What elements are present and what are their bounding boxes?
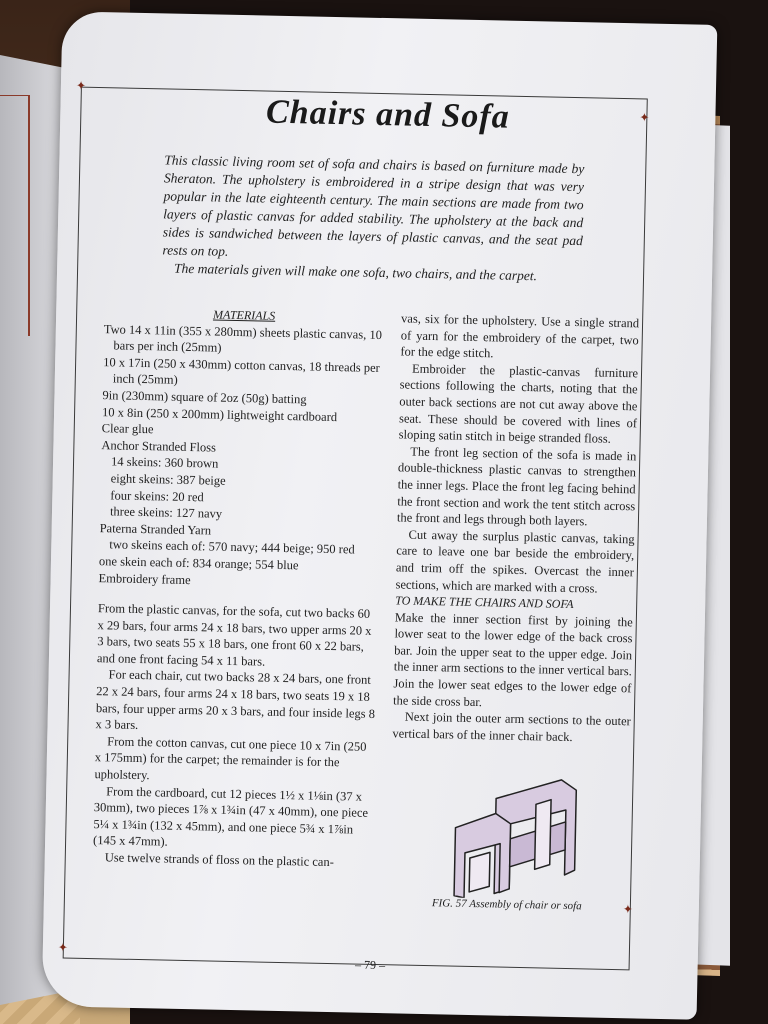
material-item: 14 skeins: 360 brown <box>110 454 219 471</box>
corner-ornament-icon: ✦ <box>75 78 87 93</box>
body-paragraph: Cut away the surplus plastic canvas, taking care to leave one bar beside the embroidery, and trim off the spikes. Overcast the inner sections, which are marked with a cross. <box>395 527 635 596</box>
material-item: 9in (230mm) square of 2oz (50g) batting <box>102 388 307 407</box>
material-item: four skeins: 20 red <box>110 487 204 504</box>
intro-text <box>162 151 585 286</box>
material-item: Embroidery frame <box>98 570 191 587</box>
chair-slat <box>535 799 551 869</box>
figure-caption: FIG. 57 Assembly of chair or sofa <box>431 897 582 913</box>
body-paragraph: From the plastic canvas, for the sofa, cut two backs 60 x 29 bars, four arms 24 x 18 bars, two upper arms 20 x 3 bars, two seats 55 x 18 bars, one front 60 x 22 bars, and one front facing 54 x 11 bars. <box>96 601 372 669</box>
body-paragraph: Embroider the plastic-canvas furniture sections following the charts, noting that the outer back sections are not cut away above the seat. These should be covered with lines of sloping satin stitch in beige stranded floss. <box>398 361 639 446</box>
material-item: Anchor Stranded Floss <box>101 437 217 455</box>
material-item: two skeins each of: 570 navy; 444 beige; 950 red <box>109 537 355 557</box>
intro-paragraph: The materials given will make one sofa, two chairs, and the carpet. <box>173 260 538 284</box>
material-item: three skeins: 127 navy <box>109 504 223 521</box>
material-item: Two 14 x 11in (355 x 280mm) sheets plastic canvas, 10 bars per inch (25mm) <box>103 321 383 355</box>
left-page-frame <box>0 95 30 336</box>
material-item: eight skeins: 387 beige <box>110 471 226 488</box>
material-item: Clear glue <box>101 421 154 437</box>
page-title: Chairs and Sofa <box>265 93 511 136</box>
materials-heading: MATERIALS <box>212 307 276 323</box>
left-column <box>93 304 385 871</box>
material-item: Paterna Stranded Yarn <box>99 520 212 538</box>
corner-ornament-icon: ✦ <box>57 940 69 955</box>
chair-assembly-figure <box>449 768 592 901</box>
body-paragraph: From the cotton canvas, cut one piece 10 x 7in (250 x 175mm) for the carpet; the remainder is for the upholstery. <box>94 734 367 783</box>
body-paragraph: The front leg section of the sofa is made in double-thickness plastic canvas to strengthen the inner legs. Place the front leg facing behind the front section and work the tent stitch across the front and legs through both layers. <box>396 444 637 529</box>
page-number: – 79 – <box>354 957 386 973</box>
materials-list <box>98 321 383 592</box>
body-paragraph: From the cardboard, cut 12 pieces 1½ x 1⅛in (37 x 30mm), two pieces 1⅞ x 1¾in (47 x 40mm), one piece 5¼ x 1¾in (132 x 45mm), and one piece 5¾ x 1⅞in (145 x 47mm). <box>92 783 369 850</box>
chair-leg <box>469 852 490 892</box>
material-item: 10 x 17in (250 x 430mm) cotton canvas, 18 threads per inch (25mm) <box>103 354 380 388</box>
section-heading: TO MAKE THE CHAIRS AND SOFA <box>395 593 574 612</box>
body-paragraph: For each chair, cut two backs 28 x 24 bars, one front 22 x 24 bars, four arms 24 x 18 bars, two seats 19 x 18 bars, four upper arms 20 x 3 bars, and four inside legs 8 x 3 bars. <box>95 667 376 733</box>
right-column <box>392 310 639 746</box>
body-paragraph: Make the inner section first by joining the lower seat to the lower edge of the back cross bar. Join the upper seat to the upper edge. Join the inner arm sections to the inner vertical bars. Join the lower seat edges to the lower edge of the side cross bar. <box>392 610 633 709</box>
material-item: 10 x 8in (250 x 200mm) lightweight cardboard <box>101 404 338 424</box>
material-item: one skein each of: 834 orange; 554 blue <box>98 554 299 573</box>
corner-ornament-icon: ✦ <box>639 110 650 125</box>
book-page <box>42 11 718 1019</box>
body-paragraph: Next join the outer arm sections to the outer vertical bars of the inner chair back. <box>392 709 631 744</box>
body-paragraph: vas, six for the upholstery. Use a single strand of yarn for the embroidery of the carpet, two for the edge stitch. <box>400 311 640 361</box>
intro-paragraph: This classic living room set of sofa and chairs is based on furniture made by Sheraton. The upholstery is embroidered in a stripe design that was very popular in the late eighteenth century. The main sections are made from two layers of plastic canvas for added stability. The upholstery at the back and sides is sandwiched between the layers of plastic canvas, and the seat pad rests on top. <box>162 152 585 259</box>
corner-ornament-icon: ✦ <box>622 902 633 917</box>
body-paragraph: Use twelve strands of floss on the plastic can- <box>104 850 334 870</box>
